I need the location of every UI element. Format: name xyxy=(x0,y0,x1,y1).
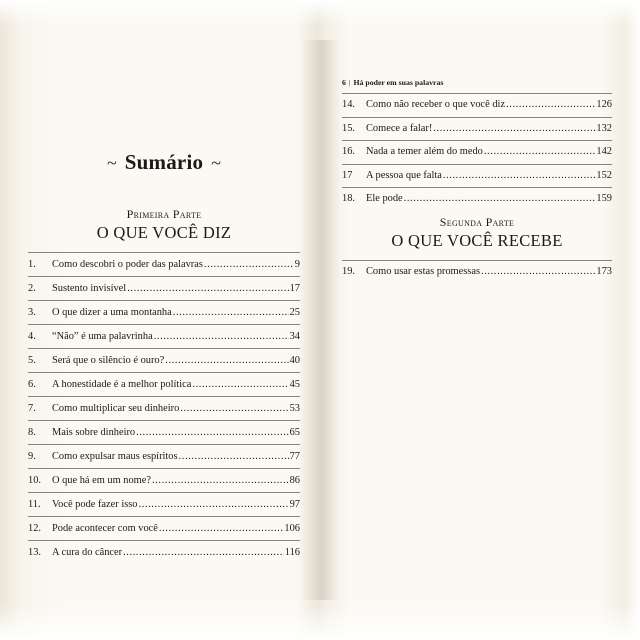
top-edge xyxy=(0,0,640,26)
toc-entry-page: 132 xyxy=(596,122,612,134)
toc-entry-number: 14. xyxy=(342,99,355,110)
toc-dot-leader xyxy=(484,141,596,164)
toc-entry xyxy=(28,516,300,540)
toc-entry xyxy=(28,492,300,516)
toc-dot-leader xyxy=(159,517,284,540)
toc-entry-number: 19. xyxy=(342,265,355,277)
toc-dot-leader xyxy=(506,94,595,117)
toc-entry-number: 18. xyxy=(342,193,355,204)
toc-entry-title: O que há em um nome? xyxy=(52,475,151,486)
toc-entry-page: 77 xyxy=(289,451,300,462)
toc-entry xyxy=(28,540,300,564)
toc-entry-title: Como usar estas promessas xyxy=(366,265,480,277)
toc-entry-title: A honestidade é a melhor política xyxy=(52,379,192,390)
toc-entry-number: 9. xyxy=(28,451,36,462)
toc-entry-number: 17 xyxy=(342,169,353,181)
toc-entry xyxy=(342,187,612,211)
flourish-right-ornament: ~ xyxy=(211,152,221,173)
toc-entry xyxy=(28,276,300,300)
toc-entry-title: Mais sobre dinheiro xyxy=(52,427,136,438)
toc-entry-number: 11. xyxy=(28,499,41,510)
toc-list-part-two xyxy=(342,260,612,284)
running-head-separator: | xyxy=(348,78,351,87)
toc-entry-title: Ele pode xyxy=(366,193,403,204)
toc-dot-leader xyxy=(180,397,288,420)
toc-entry xyxy=(28,300,300,324)
toc-dot-leader xyxy=(123,541,284,564)
part-one-label: Primeira Parte xyxy=(126,207,202,221)
toc-entry-number: 5. xyxy=(28,355,36,366)
toc-dot-leader xyxy=(139,493,289,516)
toc-entry-title: O que dizer a uma montanha xyxy=(52,307,172,318)
part-two-title: O QUE VOCÊ RECEBE xyxy=(391,230,563,250)
toc-dot-leader xyxy=(204,253,294,276)
toc-entry-title: Sustento invisível xyxy=(52,283,127,294)
toc-entry-page: 40 xyxy=(289,355,300,366)
toc-entry xyxy=(342,260,612,284)
toc-dot-leader xyxy=(154,325,289,348)
toc-entry-title: Como multiplicar seu dinheiro xyxy=(52,403,180,414)
toc-entry xyxy=(28,420,300,444)
toc-entry-title: A pessoa que falta xyxy=(366,169,442,181)
toc-dot-leader xyxy=(481,261,595,284)
toc-entry-number: 13. xyxy=(28,547,41,558)
toc-entry-title: Comece a falar! xyxy=(366,122,433,134)
toc-entry-title: A cura do câncer xyxy=(52,547,123,558)
toc-entry-page: 97 xyxy=(289,499,300,510)
toc-entry xyxy=(28,252,300,276)
toc-entry-title: Será que o silêncio é ouro? xyxy=(52,355,165,366)
toc-entry xyxy=(28,468,300,492)
book-gutter xyxy=(300,40,340,600)
toc-entry-number: 8. xyxy=(28,427,36,438)
toc-dot-leader xyxy=(165,349,288,372)
toc-entry-page: 173 xyxy=(596,265,612,277)
toc-dot-leader xyxy=(127,277,288,300)
toc-entry-page: 86 xyxy=(289,475,300,486)
toc-entry-title: “Não” é uma palavrinha xyxy=(52,331,153,342)
toc-dot-leader xyxy=(179,445,289,468)
toc-entry-number: 16. xyxy=(342,146,355,157)
toc-entry-title: Como não receber o que você diz xyxy=(366,99,506,110)
toc-entry-title: Você pode fazer isso xyxy=(52,499,138,510)
toc-entry xyxy=(342,117,612,141)
toc-entry-title: Como expulsar maus espíritos xyxy=(52,451,178,462)
toc-entry-title: Como descobri o poder das palavras xyxy=(52,259,203,270)
toc-entry xyxy=(342,93,612,117)
running-head xyxy=(342,78,612,87)
toc-entry-page: 17 xyxy=(289,283,300,294)
toc-entry-number: 6. xyxy=(28,379,36,390)
toc-dot-leader xyxy=(152,469,289,492)
contents-title: Sumário xyxy=(124,150,204,174)
toc-entry-page: 9 xyxy=(294,259,300,270)
toc-entry-page: 65 xyxy=(289,427,300,438)
flourish-left-ornament: ~ xyxy=(107,152,117,173)
toc-entry xyxy=(28,348,300,372)
toc-entry-number: 2. xyxy=(28,283,36,294)
toc-entry-title: Nada a temer além do medo xyxy=(366,146,483,157)
running-head-page-number: 6 xyxy=(342,78,346,87)
toc-dot-leader xyxy=(136,421,288,444)
toc-entry-number: 7. xyxy=(28,403,36,414)
part-two-label: Segunda Parte xyxy=(439,214,515,229)
toc-list-part-one xyxy=(28,252,300,564)
toc-dot-leader xyxy=(192,373,288,396)
right-page xyxy=(342,78,612,283)
part-one-title: O QUE VOCÊ DIZ xyxy=(96,223,232,242)
toc-entry xyxy=(342,140,612,164)
left-page xyxy=(28,150,300,564)
toc-entry-number: 1. xyxy=(28,259,36,270)
toc-entry-page: 116 xyxy=(284,547,300,558)
toc-entry-number: 12. xyxy=(28,523,41,534)
toc-entry xyxy=(28,396,300,420)
toc-entry-page: 53 xyxy=(289,403,300,414)
toc-dot-leader xyxy=(404,188,596,211)
toc-entry-page: 126 xyxy=(596,99,612,110)
toc-entry-page: 152 xyxy=(596,169,612,181)
toc-entry-page: 45 xyxy=(289,379,300,390)
toc-entry xyxy=(342,164,612,188)
toc-entry-page: 34 xyxy=(289,331,300,342)
toc-entry-number: 10. xyxy=(28,475,41,486)
toc-entry-page: 159 xyxy=(596,193,612,204)
toc-entry-page: 106 xyxy=(284,523,300,534)
toc-entry xyxy=(28,444,300,468)
toc-entry-number: 3. xyxy=(28,307,36,318)
running-head-book-title: Há poder em suas palavras xyxy=(353,78,444,87)
toc-entry-number: 15. xyxy=(342,122,355,134)
toc-dot-leader xyxy=(173,301,289,324)
bottom-edge xyxy=(0,604,640,640)
toc-entry-page: 25 xyxy=(289,307,300,318)
toc-entry-title: Pode acontecer com você xyxy=(52,523,158,534)
toc-list-part-one-continued xyxy=(342,93,612,211)
toc-entry-number: 4. xyxy=(28,331,36,342)
toc-dot-leader xyxy=(433,118,595,141)
contents-heading xyxy=(28,150,300,175)
toc-entry xyxy=(28,372,300,396)
toc-entry xyxy=(28,324,300,348)
toc-dot-leader xyxy=(443,165,596,188)
toc-entry-page: 142 xyxy=(596,146,612,157)
